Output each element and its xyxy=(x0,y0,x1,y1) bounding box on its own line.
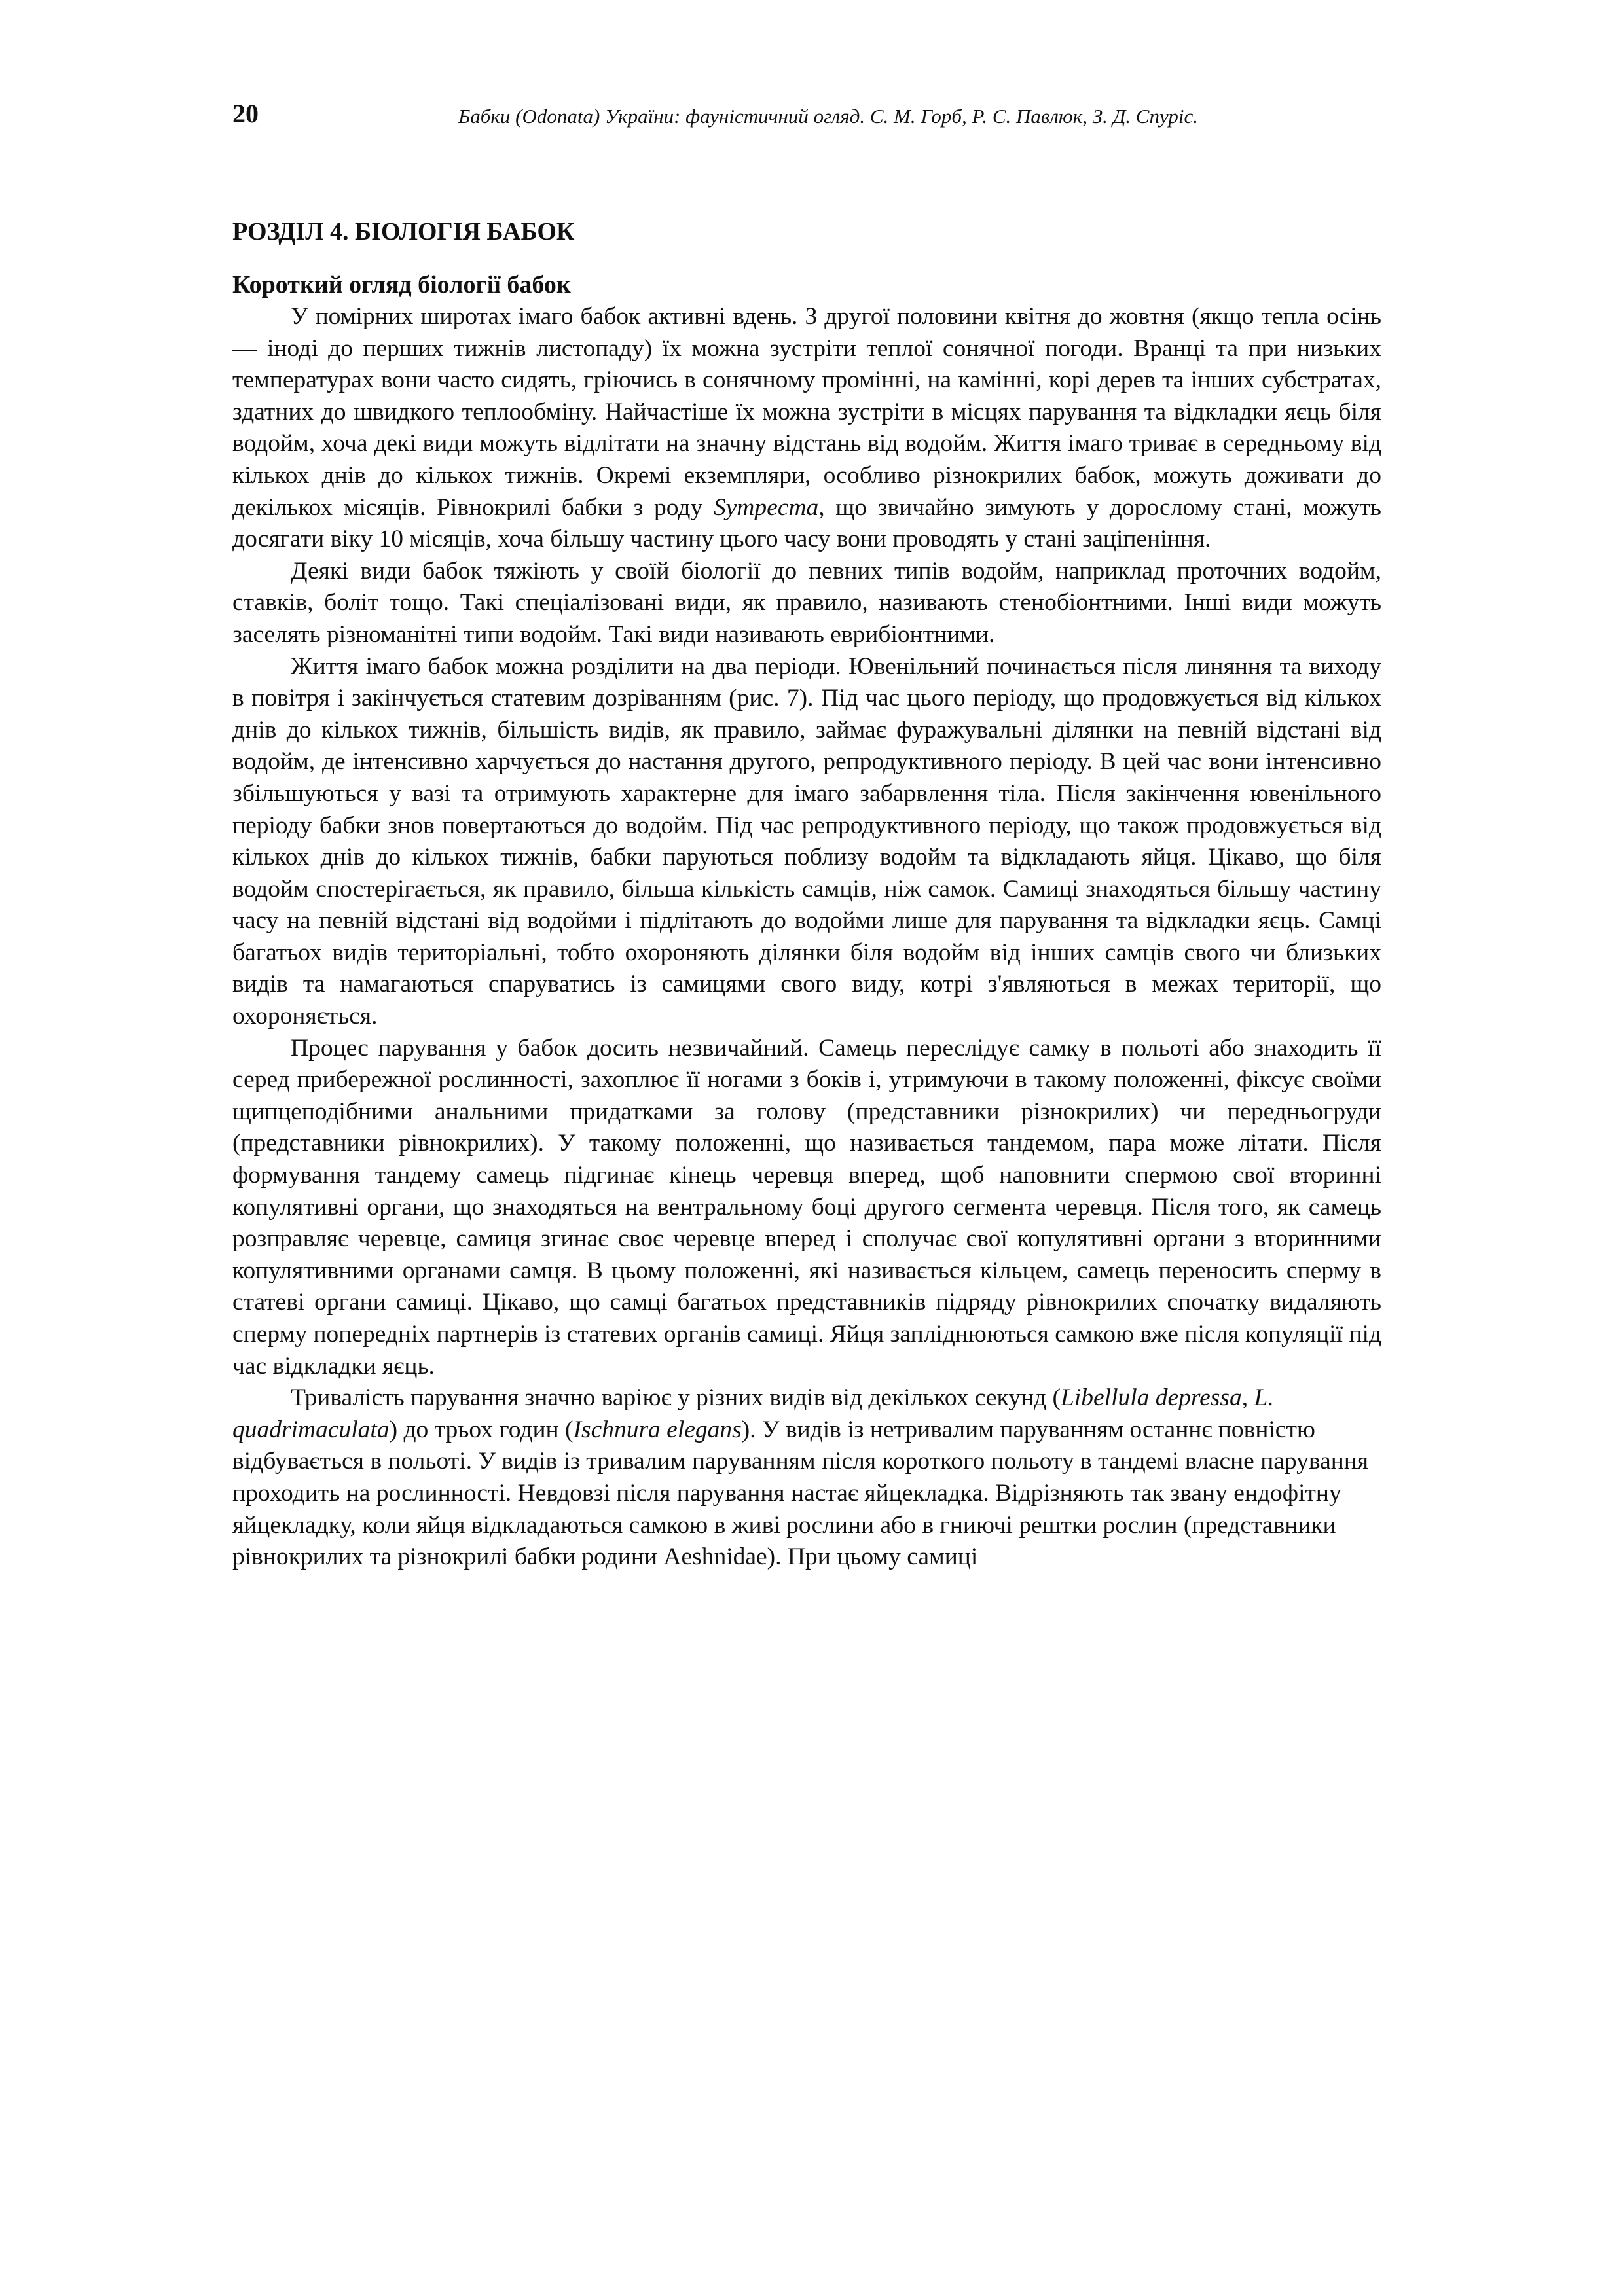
page-header xyxy=(232,95,1381,134)
paragraph-5-text-c: ). У видів із нетривалим паруванням останнє повністю відбувається в польоті. У видів із тривалим паруванням після короткого польоту в тандемі власне парування проходить на рослинності. Невдовзі після парування настає яйцекладка. Відрізняють так звану ендофітну яйцекладку, коли яйця відкладаються самкою в живі рослини або в гниючі рештки рослин (представники рівнокрилих та різнокрилі бабки родини Aeshnidae). При цьому самиці xyxy=(232,1416,1369,1571)
paragraph-3: Життя імаго бабок можна розділити на два періоди. Ювенільний починається після линяння та виходу в повітря і закінчується статевим дозріванням (рис. 7). Під час цього періоду, що продовжується від кількох днів до кількох тижнів, більшість видів, як правило, займає фуражувальні ділянки на певній відстані від водойм, де інтенсивно харчується до настання другого, репродуктивного періоду. В цей час вони інтенсивно збільшуються у вазі та отримують характерне для імаго забарвлення тіла. Після закінчення ювенільного періоду бабки знов повертаються до водойм. Під час репродуктивного періоду, що також продовжується від кількох днів до кількох тижнів, бабки паруються поблизу водойм та відкладають яйця. Цікаво, що біля водойм спостерігається, як правило, більша кількість самців, ніж самок. Самиці знаходяться більшу частину часу на певній відстані від водойми і підлітають до водойми лише для парування та відкладки яєць. Самці багатьох видів територіальні, тобто охороняють ділянки біля водойм від інших самців свого чи близьких видів та намагаються спаруватись із самицями свого виду, котрі з'являються в межах території, що охороняється. xyxy=(232,653,1381,1030)
paragraph-5-text-b: ) до трьох годин ( xyxy=(389,1416,574,1443)
species-names-1: Libellula depressa, L. quadrimaculata xyxy=(232,1384,1274,1443)
paragraph-1 xyxy=(232,301,1381,556)
species-name-2: Ischnura elegans xyxy=(573,1416,742,1443)
paragraph-5-text-a: Тривалість парування значно варіює у різних видів від декількох секунд ( xyxy=(291,1384,1061,1412)
paragraph-4: Процес парування у бабок досить незвичайний. Самець переслідує самку в польоті або знаходить її серед прибережної рослинності, захоплює її ногами з боків і, утримуючи в такому положенні, фіксує своїми щипцеподібними анальними придатками за голову (представники різнокрилих) чи передньогруди (представники рівнокрилих). У такому положенні, що називається тандемом, пара може літати. Після формування тандему самець підгинає кінець черевця вперед, щоб наповнити спермою свої вторинні копулятивні органи, що знаходяться на вентральному боці другого сегмента черевця. Після того, як самець розправляє черевце, самиця згинає своє черевце вперед і сполучає свої копулятивні органи з вторинними копулятивними органами самця. В цьому положенні, які називається кільцем, самець переносить сперму в статеві органи самиці. Цікаво, що самці багатьох представників підряду рівнокрилих спочатку видаляють сперму попередніх партнерів із статевих органів самиці. Яйця запліднюються самкою вже після копуляції під час відкладки яєць. xyxy=(232,1034,1381,1380)
genus-name: Sympecma xyxy=(713,493,819,521)
section-heading: РОЗДІЛ 4. БІОЛОГІЯ БАБОК xyxy=(232,218,575,245)
paragraph-5 xyxy=(232,1382,1381,1573)
section-subheading: Короткий огляд біології бабок xyxy=(232,271,571,298)
paragraph-2: Деякі види бабок тяжіють у своїй біології до певних типів водойм, наприклад проточних водойм, ставків, боліт тощо. Такі спеціалізовані види, як правило, називають стенобіонтними. Інші види можуть заселять різноманітні типи водойм. Такі види називають еврибіонтними. xyxy=(232,557,1381,648)
main-content xyxy=(232,215,1381,1573)
page-number: 20 xyxy=(232,99,259,128)
paragraph-1-text-a: У помірних широтах імаго бабок активні вдень. З другої половини квітня до жовтня (якщо тепла осінь — іноді до перших тижнів листопаду) їх можна зустріти теплої сонячної погоди. Вранці та при низьких температурах вони часто сидять, гріючись в сонячному промінні, на камінні, корі дерев та інших субстратах, здатних до швидкого теплообміну. Найчастіше їх можна зустріти в місцях парування та відкладки яєць біля водойм, хоча декі види можуть відлітати на значну відстань від водойм. Життя імаго триває в середньому від кількох днів до кількох тижнів. Окремі екземпляри, особливо різнокрилих бабок, можуть доживати до декількох місяців. Рівнокрилі бабки з роду xyxy=(232,303,1381,521)
running-title: Бабки (Odonata) України: фауністичний огляд. С. М. Горб, Р. С. Павлюк, З. Д. Спуріс. xyxy=(458,105,1198,128)
paragraph-1-text-b: , що звичайно зимують у дорослому стані, можуть досягати віку 10 місяців, хоча більшу частину цього часу вони проводять у стані заціпеніння. xyxy=(232,493,1381,553)
